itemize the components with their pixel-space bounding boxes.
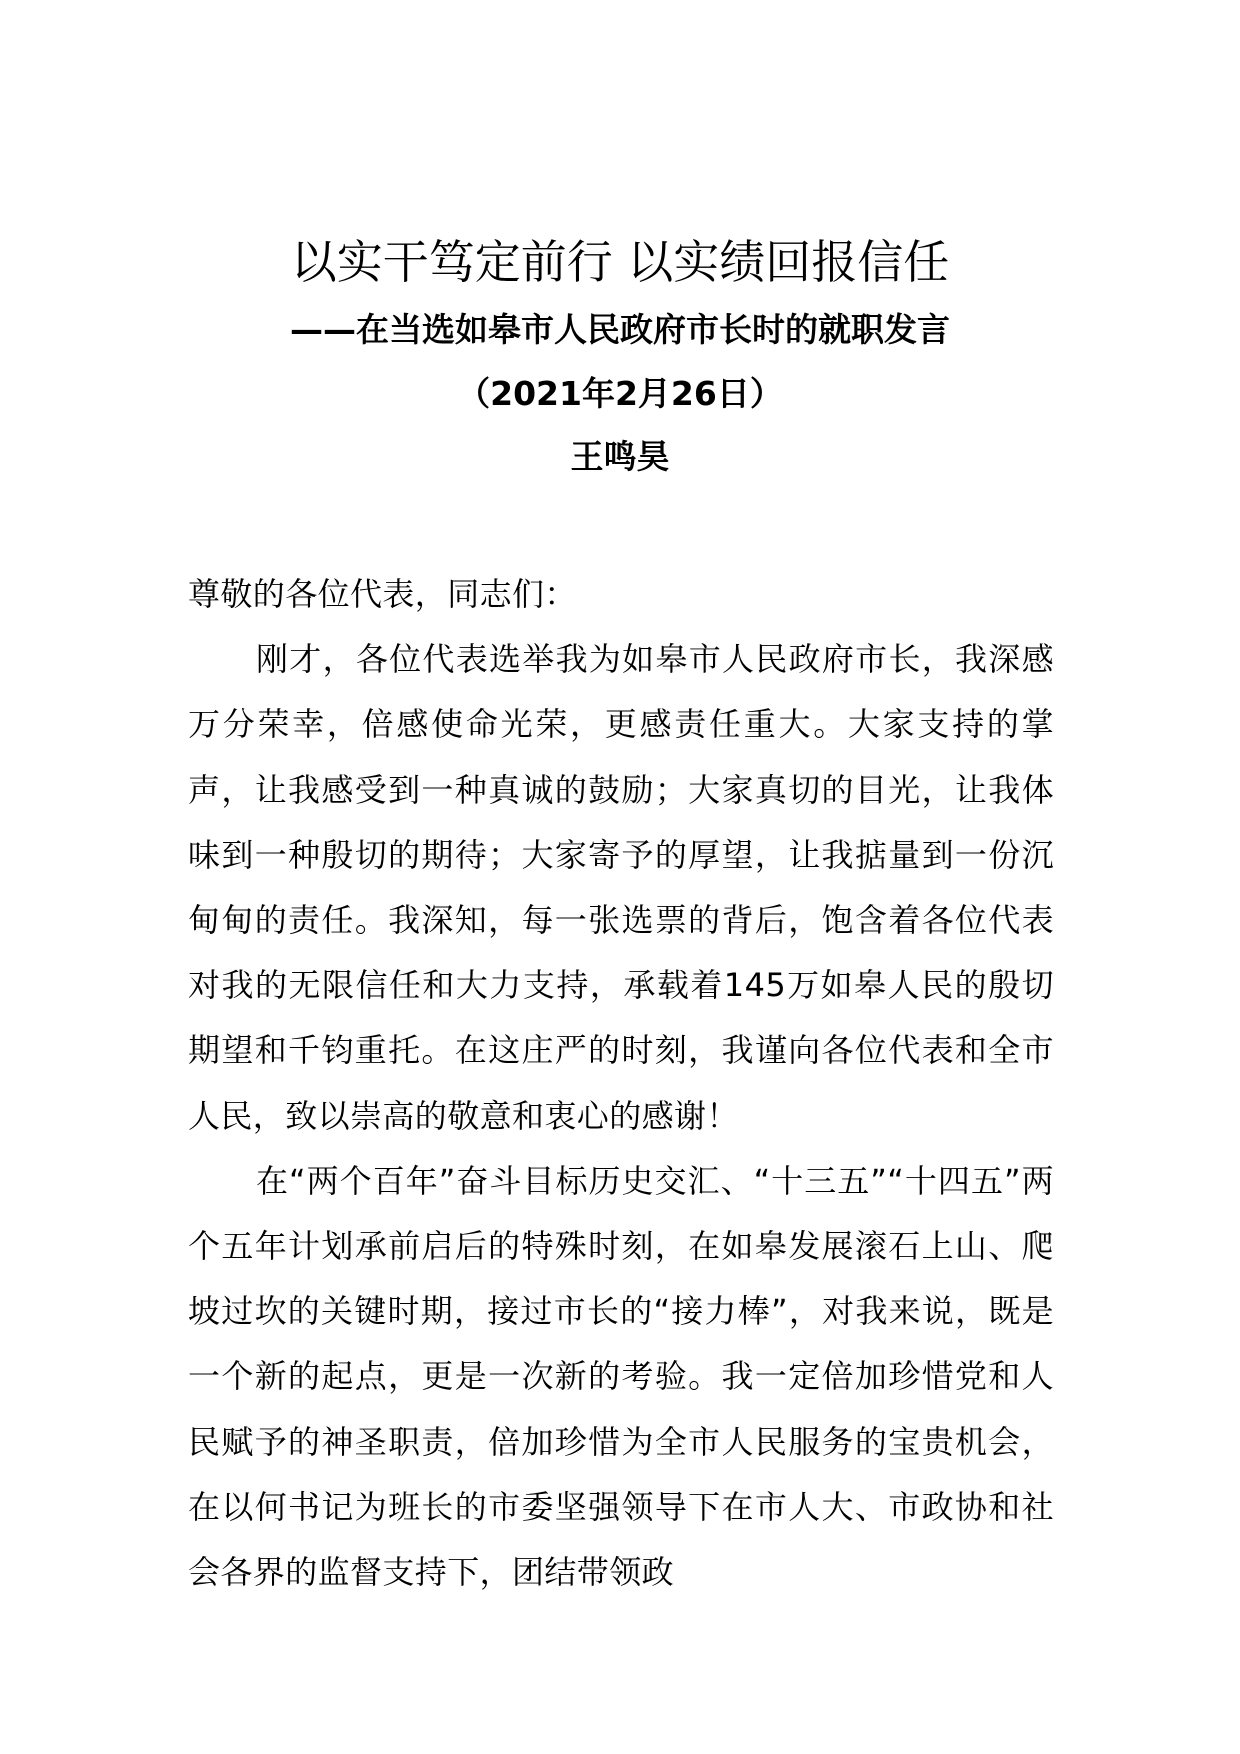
body-paragraph: 刚才，各位代表选举我为如皋市人民政府市长，我深感万分荣幸，倍感使命光荣，更感责任重大。大家支持的掌声，让我感受到一种真诚的鼓励；大家真切的目光，让我体味到一种殷切的期待；大家寄予的厚望，让我掂量到一份沉甸甸的责任。我深知，每一张选票的背后，饱含着各位代表对我的无限信任和大力支持，承载着145万如皋人民的殷切期望和千钧重托。在这庄严的时刻，我谨向各位代表和全市人民，致以崇高的敬意和衷心的感谢！ <box>188 640 1054 1135</box>
speech-date: （2021年2月26日） <box>457 374 783 413</box>
document-subtitle: ——在当选如皋市人民政府市长时的就职发言 <box>290 310 950 349</box>
document-body <box>188 562 1054 1605</box>
document-title: 以实干笃定前行 以实绩回报信任 <box>290 235 950 289</box>
salutation: 尊敬的各位代表，同志们： <box>188 575 577 613</box>
body-paragraph: 在“两个百年”奋斗目标历史交汇、“十三五”“十四五”两个五年计划承前启后的特殊时刻，在如皋发展滚石上山、爬坡过坎的关键时期，接过市长的“接力棒”，对我来说，既是一个新的起点，更是一次新的考验。我一定倍加珍惜党和人民赋予的神圣职责，倍加珍惜为全市人民服务的宝贵机会，在以何书记为班长的市委坚强领导下在市人大、市政协和社会各界的监督支持下，团结带领政 <box>188 1161 1054 1592</box>
author-name: 王鸣昊 <box>570 437 670 476</box>
